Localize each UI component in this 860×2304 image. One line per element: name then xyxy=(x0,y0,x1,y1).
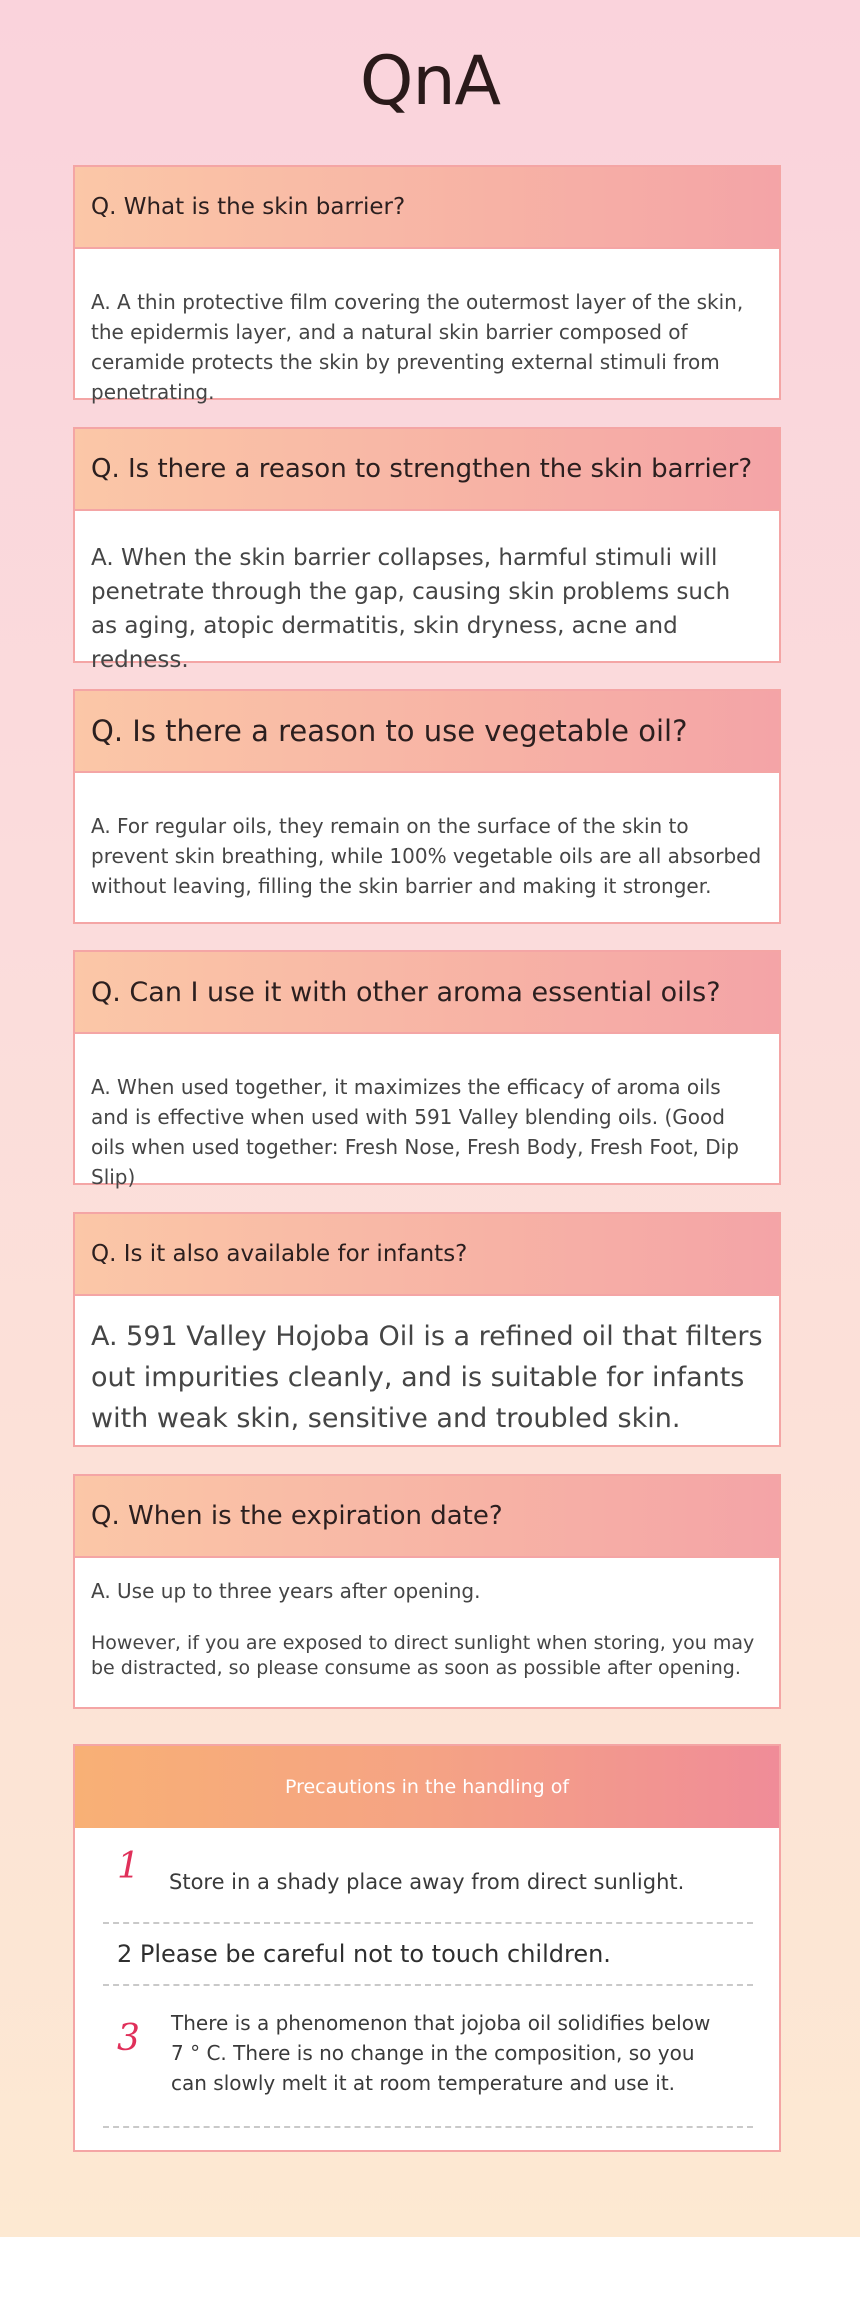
faq-question: Q. What is the skin barrier? xyxy=(75,167,779,249)
faq-item-aroma-oils xyxy=(73,950,781,1189)
faq-answer: A. When the skin barrier collapses, harmful stimuli will penetrate through the gap, causing skin problems such as aging, atopic dermatitis, skin dryness, acne and redness. xyxy=(91,545,731,673)
precaution-text: Store in a shady place away from direct sunlight. xyxy=(169,1870,685,1894)
faq-answer-note: However, if you are exposed to direct sunlight when storing, you may be distracted, so please consume as soon as possible after opening. xyxy=(91,1632,755,1679)
faq-item-expiration xyxy=(73,1474,781,1709)
faq-question: Q. Can I use it with other aroma essential oils? xyxy=(75,952,779,1034)
faq-question: Q. Is there a reason to strengthen the skin barrier? xyxy=(75,429,779,511)
precaution-item-2 xyxy=(103,1924,753,1986)
faq-item-vegetable-oil xyxy=(73,689,781,924)
faq-question: Q. Is there a reason to use vegetable oil? xyxy=(75,691,779,773)
faq-question: Q. When is the expiration date? xyxy=(75,1476,779,1558)
faq-answer: A. 591 Valley Hojoba Oil is a refined oil that filters out impurities cleanly, and is suitable for infants with weak skin, sensitive and troubled skin. xyxy=(91,1321,763,1434)
precautions-heading: Precautions in the handling of xyxy=(75,1746,779,1828)
faq-answer: A. When used together, it maximizes the efficacy of aroma oils and is effective when used with 591 Valley blending oils. (Good oils when used together: Fresh Nose, Fresh Body, Fresh Foot, Dip Slip) xyxy=(91,1075,739,1189)
precautions-box xyxy=(73,1744,781,2152)
faq-answer xyxy=(75,1558,779,1681)
precaution-item-3 xyxy=(103,1986,753,2128)
checkmark-number-icon: 3 xyxy=(117,2018,140,2059)
faq-answer-text: A. Use up to three years after opening. xyxy=(91,1579,481,1603)
faq-question: Q. Is it also available for infants? xyxy=(75,1214,779,1296)
page-title: QnA xyxy=(359,42,501,121)
checkmark-number-icon: 1 xyxy=(117,1846,140,1887)
precaution-text: 2 Please be careful not to touch children. xyxy=(117,1940,611,1968)
faq-answer: A. A thin protective film covering the outermost layer of the skin, the epidermis layer, and a natural skin barrier composed of ceramide protects the skin by preventing external stimuli from penetrating. xyxy=(91,290,744,404)
faq-answer: A. For regular oils, they remain on the surface of the skin to prevent skin breathing, while 100% vegetable oils are all absorbed without leaving, filling the skin barrier and making it stronger. xyxy=(91,814,762,898)
precaution-item-1 xyxy=(103,1838,753,1924)
faq-item-skin-barrier xyxy=(73,165,781,404)
precaution-text: There is a phenomenon that jojoba oil solidifies below 7 ° C. There is no change in the composition, so you can slowly melt it at room temperature and use it. xyxy=(171,2011,711,2095)
faq-item-strengthen-barrier xyxy=(73,427,781,673)
faq-item-infants xyxy=(73,1212,781,1447)
